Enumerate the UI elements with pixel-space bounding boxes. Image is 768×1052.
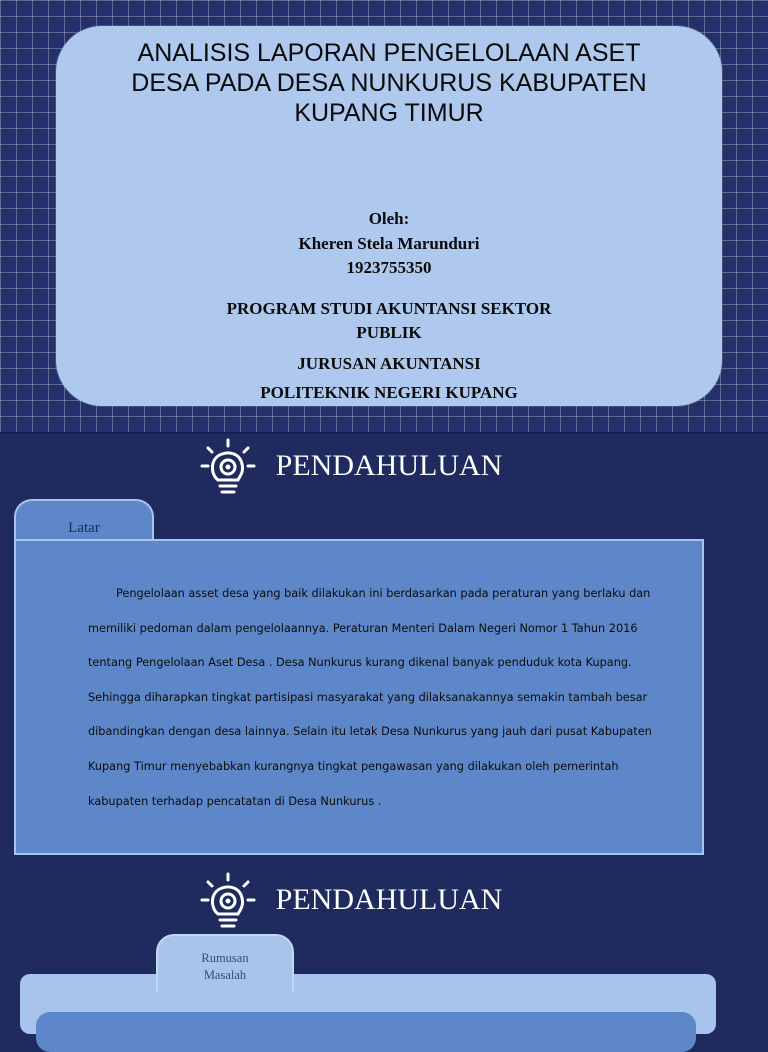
program-line-1: PROGRAM STUDI AKUNTANSI SEKTOR: [226, 299, 552, 318]
tab-label-line-2: Masalah: [203, 968, 247, 982]
problem-panel: [36, 1012, 696, 1052]
background-panel: [14, 539, 704, 855]
student-id: 1923755350: [346, 258, 432, 277]
institution: POLITEKNIK NEGERI KUPANG: [260, 383, 518, 402]
tab-rumusan-masalah[interactable]: [156, 934, 294, 992]
section-title-2: PENDAHULUAN: [275, 883, 503, 916]
section-header-1: [200, 438, 520, 528]
lightbulb-gear-icon: [200, 872, 256, 932]
background-text: Pengelolaan asset desa yang baik dilakukan ini berdasarkan pada peraturan yang berlaku dan memiliki pedoman dalam pengelolaannya. Peraturan Menteri Dalam Negeri Nomor 1 Tahun 2016 tentang Pengelolaan Aset Desa . Desa Nunkurus kurang dikenal banyak penduduk kota Kupang. Sehingga diharapkan tingkat partisipasi masyarakat yang dilaksanakannya semakin tambah besar dibandingkan dengan desa lainnya. Selain itu letak Desa Nunkurus yang jauh dari pusat Kabupaten Kupang Timur menyebabkan kurangnya tingkat pengawasan yang dilakukan oleh pemerintah kabupaten terhadap pencatatan di Desa Nunkurus .: [88, 587, 652, 808]
by-label: Oleh:: [368, 209, 410, 228]
program-line-2: PUBLIK: [356, 323, 422, 342]
author-name: Kheren Stela Marunduri: [298, 234, 480, 253]
lightbulb-gear-icon: [200, 438, 256, 498]
cover-slide: [0, 0, 768, 432]
title-card: [56, 26, 722, 406]
department: JURUSAN AKUNTANSI: [297, 354, 481, 373]
slide-divider: [0, 432, 768, 434]
tab-label-line-1: Rumusan: [201, 951, 249, 965]
section-title-1: PENDAHULUAN: [275, 449, 503, 482]
page-title: ANALISIS LAPORAN PENGELOLAAN ASET DESA PADA DESA NUNKURUS KABUPATEN KUPANG TIMUR: [131, 39, 647, 127]
tab-label-line-1: Latar: [68, 520, 100, 536]
